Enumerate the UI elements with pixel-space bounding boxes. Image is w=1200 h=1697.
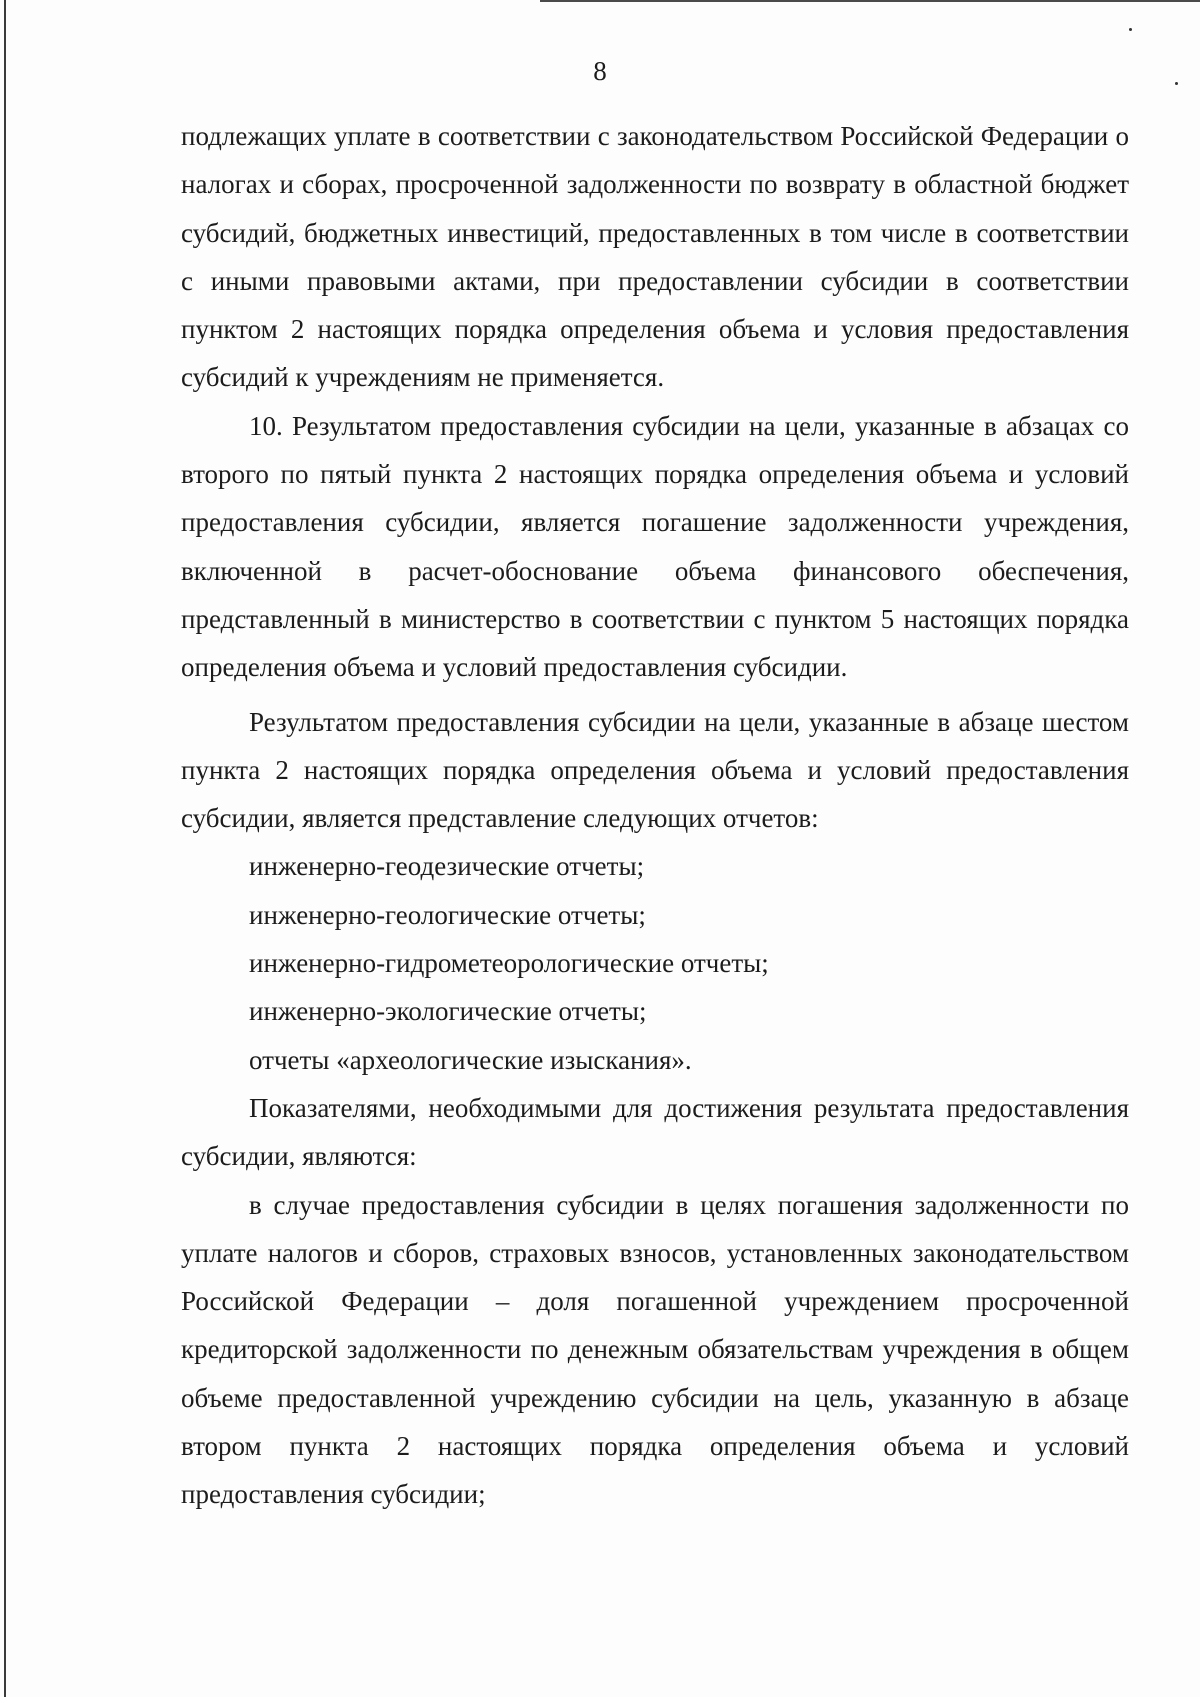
paragraph-result: Результатом предоставления субсидии на цели, указанные в абзаце шестом пункта 2 настоящих порядка определения объема и условий предоставления субсидии, является представление следующих отчетов: (181, 706, 1129, 834)
report-list-item: отчеты «археологические изыскания». (249, 1044, 692, 1075)
report-list-item: инженерно-геодезические отчеты; (249, 851, 645, 882)
report-list-item: инженерно-геологические отчеты; (249, 899, 646, 930)
scan-top-edge (540, 0, 1200, 2)
report-list-item: инженерно-гидрометеорологические отчеты; (249, 948, 769, 979)
page-number: 8 (593, 56, 607, 86)
document-body (181, 112, 1129, 1519)
paragraph-item-10: 10. Результатом предоставления субсидии на цели, указанные в абзацах со второго по пятый пункта 2 настоящих порядка определения объема и условий предоставления субсидии, является погашение задолженности учреждения, включенной в расчет-обоснование объема финансового обеспечения, представленный в министерство в соответствии с пунктом 5 настоящих порядка определения объема и условий предоставления субсидии. (181, 410, 1129, 683)
report-list-item: инженерно-экологические отчеты; (249, 996, 647, 1027)
paragraph-tax-debt: в случае предоставления субсидии в целях погашения задолженности по уплате налогов и сборов, страховых взносов, установленных законодательством Российской Федерации – доля погашенной учреждением просроченной кредиторской задолженности по денежным обязательствам учреждения в общем объеме предоставленной учреждению субсидии на цель, указанную в абзаце втором пункта 2 настоящих порядка определения объема и условий предоставления субсидии; (181, 1189, 1129, 1510)
paragraph-indicators: Показателями, необходимыми для достижения результата предоставления субсидии, являются: (181, 1092, 1129, 1172)
paragraph-continuation: подлежащих уплате в соответствии с законодательством Российской Федерации о налогах и сборах, просроченной задолженности по возврату в областной бюджет субсидий, бюджетных инвестиций, предоставленных в том числе в соответствии с иными правовыми актами, при предоставлении субсидии в соответствии пунктом 2 настоящих порядка определения объема и условия предоставления субсидий к учреждениям не применяется. (181, 121, 1129, 393)
scan-speck (1129, 28, 1132, 31)
scan-left-edge (4, 0, 6, 1697)
